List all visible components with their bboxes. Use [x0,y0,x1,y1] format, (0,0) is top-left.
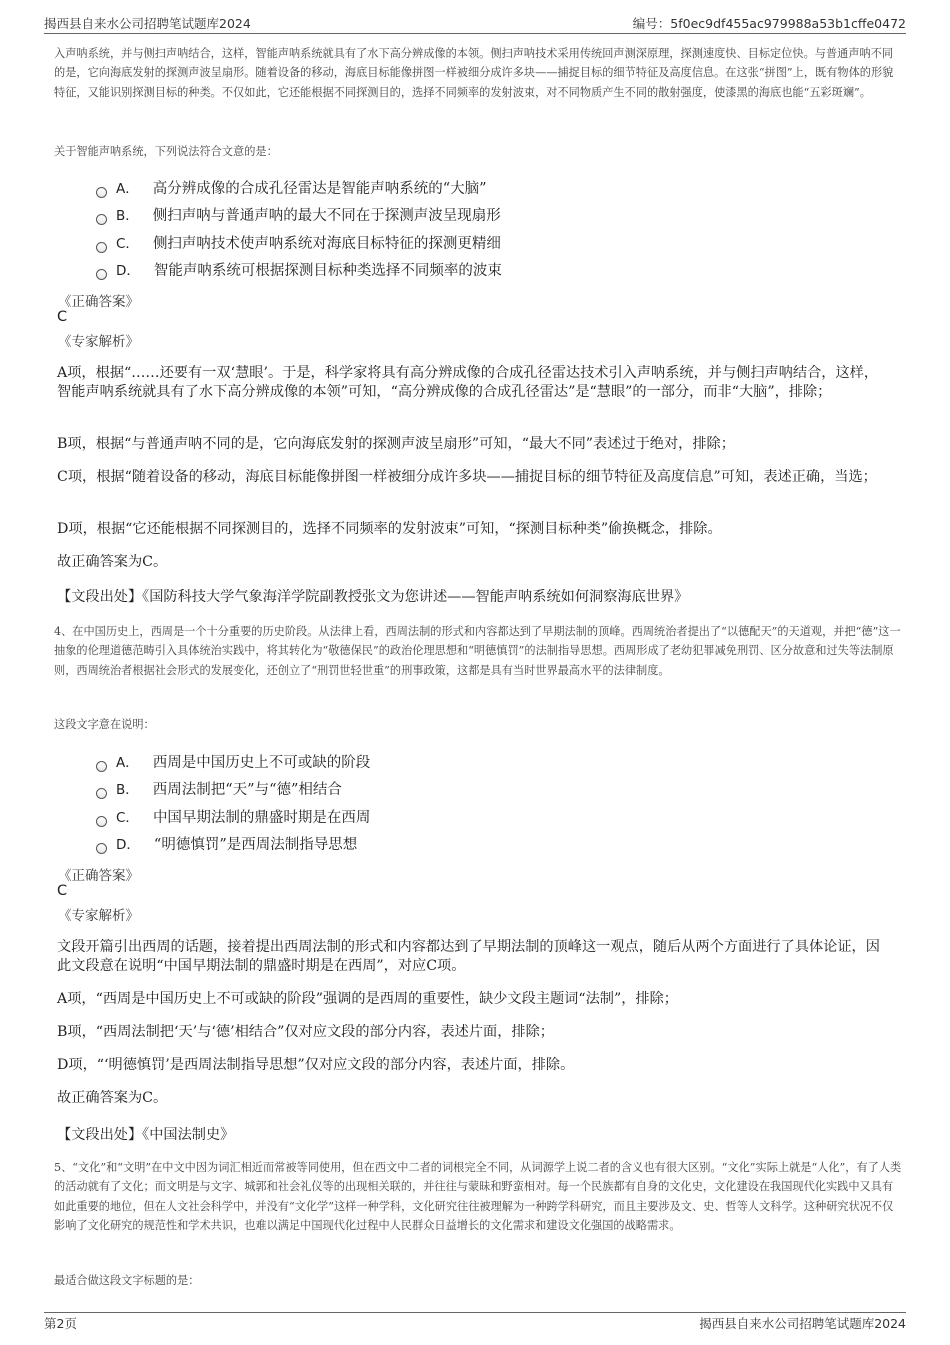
q3-option-a[interactable] [96,177,487,197]
option-letter: A． [116,181,139,197]
option-text: 西周是中国历史上不可或缺的阶段 [152,755,371,771]
header-title: 揭西县自来水公司招聘笔试题库2024 [44,16,251,31]
option-letter: C． [116,810,139,826]
option-text: “明德慎罚”是西周法制指导思想 [153,837,358,853]
q3-conclusion: 故正确答案为C。 [57,554,168,570]
q3-option-b[interactable] [96,204,501,224]
q3-analysis-b: B项，根据“与普通声呐不同的是，它向海底发射的探测声波呈扇形”可知，“最大不同”表述过于绝对，排除； [57,436,735,452]
q3-analysis-c: C项，根据“随着设备的移动，海底目标能像拼图一样被细分成许多块——捕捉目标的细节特征及高度信息”可知，表述正确，当选； [57,469,877,485]
option-letter: D． [116,263,140,279]
radio-button-icon[interactable] [96,187,107,198]
option-letter: D． [116,837,140,853]
q4-analysis-label: 《专家解析》 [58,908,139,924]
q4-conclusion: 故正确答案为C。 [57,1090,168,1106]
radio-button-icon[interactable] [96,242,107,253]
option-letter: B． [116,208,139,224]
q3-answer-label: 《正确答案》 [58,294,139,310]
page-number: 第2页 [44,1316,77,1331]
option-letter: C． [116,236,139,252]
q3-answer: C [57,309,68,325]
radio-button-icon[interactable] [96,816,107,827]
page-header [44,12,906,32]
q4-source: 【文段出处】《中国法制史》 [57,1127,235,1143]
footer-title: 揭西县自来水公司招聘笔试题库2024 [699,1316,906,1331]
q4-option-c[interactable] [96,806,370,826]
option-text: 侧扫声呐与普通声呐的最大不同在于探测声波呈现扇形 [152,208,501,224]
option-text: 高分辨成像的合成孔径雷达是智能声呐系统的“大脑” [152,181,487,197]
radio-button-icon[interactable] [96,761,107,772]
q4-question: 这段文字意在说明： [54,718,155,731]
option-text: 智能声呐系统可根据探测目标种类选择不同频率的波束 [153,263,502,279]
q4-analysis-d: D项，“‘明德慎罚’是西周法制指导思想”仅对应文段的部分内容，表述片面，排除。 [57,1057,575,1073]
q4-analysis-main: 文段开篇引出西周的话题，接着提出西周法制的形式和内容都达到了早期法制的顶峰这一观点，随后从两个方面进行了具体论证，因此文段意在说明“中国早期法制的鼎盛时期是在西周”，对应C项。 [57,939,880,974]
q5-passage: 5、“文化”和“文明”在中文中因为词汇相近而常被等同使用，但在西文中二者的词根完全不同，从词源学上说二者的含义也有很大区别。“文化”实际上就是“人化”，有了人类的活动就有了文化；而文明是与文字、城郭和社会礼仪等的出现相关联的，并往往与蒙昧和野蛮相对。每一个民族都有自身的文化史，文化建设在我国现代化实践中又具有如此重要的地位，但在人文社会科学中，并没有“文化学”这样一种学科，文化研究往往被理解为一种跨学科研究，而且主要涉及文、史、哲等人文科学。这种研究状况不仅影响了文化研究的规范性和学术共识，也难以满足中国现代化过程中人民群众日益增长的文化需求和建设文化强国的战略需求。 [54,1161,902,1232]
radio-button-icon[interactable] [96,214,107,225]
q4-answer: C [57,883,68,899]
q3-analysis-label: 《专家解析》 [58,334,139,350]
q4-passage: 4、在中国历史上，西周是一个十分重要的历史阶段。从法律上看，西周法制的形式和内容都达到了早期法制的顶峰。西周统治者提出了“以德配天”的天道观，并把“德”这一抽象的伦理道德范畴引入具体统治实践中，将其转化为“敬德保民”的政治伦理思想和“明德慎罚”的法制指导思想。西周形成了老幼犯罪减免刑罚、区分故意和过失等法制原则，西周统治者根据社会形式的发展变化，还创立了“刑罚世轻世重”的刑事政策，这都是具有当时世界最高水平的法律制度。 [54,625,901,677]
option-text: 西周法制把“天”与“德”相结合 [152,782,342,798]
option-text: 中国早期法制的鼎盛时期是在西周 [152,810,371,826]
q3-option-c[interactable] [96,232,501,252]
option-letter: B． [116,782,139,798]
option-letter: A． [116,755,139,771]
q3-analysis-d: D项，根据“它还能根据不同探测目的，选择不同频率的发射波束”可知，“探测目标种类”偷换概念，排除。 [57,521,722,537]
radio-button-icon[interactable] [96,843,107,854]
q3-option-d[interactable] [96,259,502,279]
q3-source: 【文段出处】《国防科技大学气象海洋学院副教授张文为您讲述——智能声呐系统如何洞察海底世界》 [57,589,689,605]
header-code: 编号：5f0ec9df455ac979988a53b1cffe0472 [632,16,906,31]
q4-answer-label: 《正确答案》 [58,868,139,884]
q4-option-d[interactable] [96,833,357,853]
q3-analysis-a: A项，根据“……还要有一双‘慧眼’。于是，科学家将具有高分辨成像的合成孔径雷达技术引入声呐系统，并与侧扫声呐结合，这样，智能声呐系统就具有了水下高分辨成像的本领”可知，“高分辨成像的合成孔径雷达”是“慧眼”的一部分，而非“大脑”，排除； [57,365,879,400]
header-divider [44,33,906,34]
radio-button-icon[interactable] [96,788,107,799]
option-text: 侧扫声呐技术使声呐系统对海底目标特征的探测更精细 [152,236,501,252]
q3-question: 关于智能声呐系统，下列说法符合文意的是： [54,145,278,158]
q4-option-b[interactable] [96,778,342,798]
q5-question: 最适合做这段文字标题的是： [54,1274,200,1287]
footer-divider [44,1312,906,1313]
q4-option-a[interactable] [96,751,370,771]
q3-passage: 入声呐系统，并与侧扫声呐结合，这样，智能声呐系统就具有了水下高分辨成像的本领。侧扫声呐技术采用传统回声测深原理，探测速度快、目标定位快。与普通声呐不同的是，它向海底发射的探测声波呈扇形。随着设备的移动，海底目标能像拼图一样被细分成许多块——捕捉目标的细节特征及高度信息。在这张“拼图”上，既有物体的形貌特征，又能识别探测目标的种类。不仅如此，它还能根据不同探测目的，选择不同频率的发射波束，对不同物质产生不同的散射强度，使漆黑的海底也能“五彩斑斓”。 [54,47,894,99]
radio-button-icon[interactable] [96,269,107,280]
q4-analysis-b: B项，“西周法制把‘天’与‘德’相结合”仅对应文段的部分内容，表述片面，排除； [57,1024,554,1040]
q4-analysis-a: A项，“西周是中国历史上不可或缺的阶段”强调的是西周的重要性，缺少文段主题词“法制”，排除； [57,991,678,1007]
